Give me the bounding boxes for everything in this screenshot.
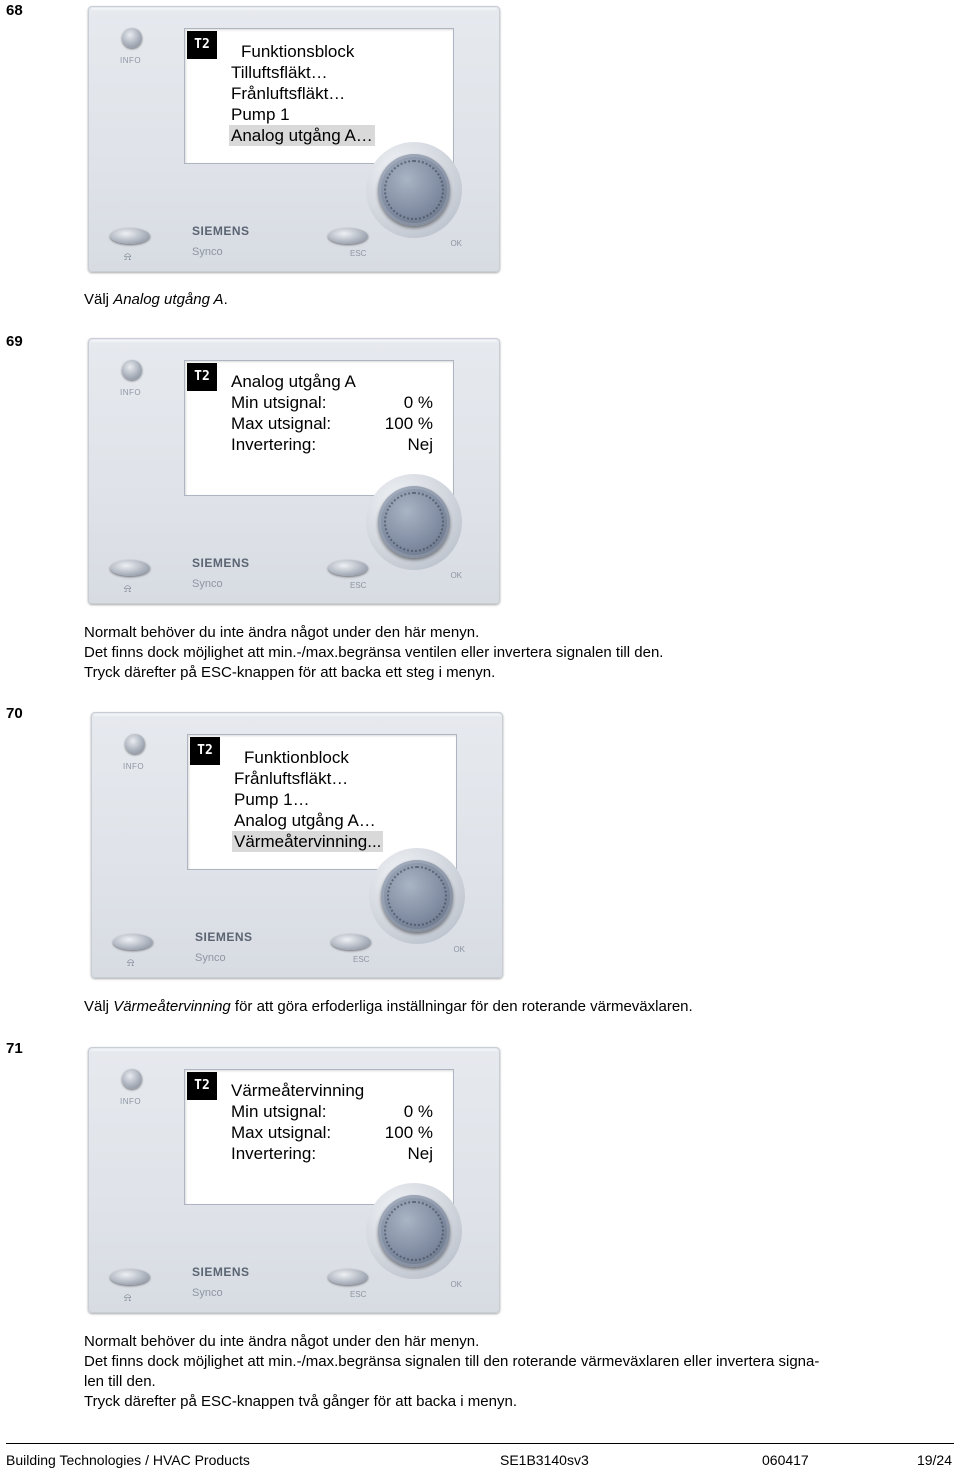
menu-item[interactable]: Pump 1… <box>234 790 310 809</box>
brand-logo: SIEMENS <box>195 930 253 944</box>
step-caption-line: Det finns dock möjlighet att min.-/max.begränsa ventilen eller invertera signalen till den. <box>84 644 664 661</box>
esc-button[interactable] <box>331 934 371 950</box>
step-number: 71 <box>6 1040 23 1057</box>
rotary-knob[interactable] <box>381 860 453 932</box>
esc-button[interactable] <box>328 228 368 244</box>
setting-label: Max utsignal: <box>231 414 332 433</box>
step-number: 69 <box>6 333 23 350</box>
alarm-button[interactable] <box>110 560 150 576</box>
step-number: 68 <box>6 2 23 19</box>
bell-icon: ⍾ <box>124 583 132 595</box>
product-name: Synco <box>192 578 223 590</box>
step-caption-line: len till den. <box>84 1373 156 1390</box>
step-caption: Välj Analog utgång A. <box>84 291 228 308</box>
step-caption-line: Det finns dock möjlighet att min.-/max.begränsa signalen till den roterande värmeväxlaren eller invertera signa- <box>84 1353 820 1370</box>
setting-label: Min utsignal: <box>231 393 327 412</box>
step-caption-line: Tryck därefter på ESC-knappen två gånger för att backa i menyn. <box>84 1393 517 1410</box>
info-label: INFO <box>120 1097 142 1106</box>
controller-device <box>88 1047 500 1313</box>
info-label: INFO <box>120 388 142 397</box>
footer-divider <box>6 1443 954 1444</box>
esc-button[interactable] <box>328 1269 368 1285</box>
alarm-button[interactable] <box>110 228 150 244</box>
service-level-icon: T2 <box>187 363 217 391</box>
setting-label: Invertering: <box>231 435 317 454</box>
footer-doc-id: SE1B3140sv3 <box>500 1452 589 1468</box>
controller-device <box>88 6 500 272</box>
setting-value[interactable]: 100 % <box>384 414 433 433</box>
menu-title: Funktionsblock <box>241 42 355 61</box>
rotary-knob[interactable] <box>378 1195 450 1267</box>
info-button[interactable] <box>122 1069 142 1089</box>
step-caption-line: Normalt behöver du inte ändra något under den här menyn. <box>84 1333 480 1350</box>
setting-value[interactable]: 0 % <box>403 1102 433 1121</box>
esc-button[interactable] <box>328 560 368 576</box>
esc-label: ESC <box>350 1290 367 1299</box>
menu-item[interactable]: Pump 1 <box>231 105 290 124</box>
info-button[interactable] <box>122 360 142 380</box>
step-caption: Välj Värmeåtervinning för att göra erfoderliga inställningar för den roterande värmeväxlaren. <box>84 998 693 1015</box>
step-caption-line: Tryck därefter på ESC-knappen för att backa ett steg i menyn. <box>84 664 496 681</box>
setting-value[interactable]: Nej <box>407 435 433 454</box>
controller-device <box>91 712 503 978</box>
screen-title: Analog utgång A <box>231 372 356 391</box>
alarm-button[interactable] <box>113 934 153 950</box>
footer-date: 060417 <box>762 1452 809 1468</box>
setting-label: Min utsignal: <box>231 1102 327 1121</box>
product-name: Synco <box>192 246 223 258</box>
bell-icon: ⍾ <box>127 957 135 969</box>
step-caption-line: Normalt behöver du inte ändra något under den här menyn. <box>84 624 480 641</box>
esc-label: ESC <box>350 581 367 590</box>
info-button[interactable] <box>125 734 145 754</box>
alarm-button[interactable] <box>110 1269 150 1285</box>
product-name: Synco <box>192 1287 223 1299</box>
service-level-icon: T2 <box>190 737 220 765</box>
setting-value[interactable]: 100 % <box>384 1123 433 1142</box>
menu-item-selected[interactable]: Värmeåtervinning... <box>234 832 382 851</box>
page-number: 19/24 <box>916 1452 952 1468</box>
service-level-icon: T2 <box>187 31 217 59</box>
rotary-knob[interactable] <box>378 486 450 558</box>
menu-title: Funktionblock <box>244 748 349 767</box>
footer-division: Building Technologies / HVAC Products <box>6 1452 250 1468</box>
setting-value[interactable]: 0 % <box>403 393 433 412</box>
brand-logo: SIEMENS <box>192 556 250 570</box>
product-name: Synco <box>195 952 226 964</box>
setting-label: Max utsignal: <box>231 1123 332 1142</box>
service-level-icon: T2 <box>187 1072 217 1100</box>
bell-icon: ⍾ <box>124 251 132 263</box>
bell-icon: ⍾ <box>124 1292 132 1304</box>
setting-value[interactable]: Nej <box>407 1144 433 1163</box>
ok-label: OK <box>450 1280 462 1289</box>
controller-device <box>88 338 500 604</box>
esc-label: ESC <box>353 955 370 964</box>
esc-label: ESC <box>350 249 367 258</box>
brand-logo: SIEMENS <box>192 1265 250 1279</box>
ok-label: OK <box>453 945 465 954</box>
info-button[interactable] <box>122 28 142 48</box>
ok-label: OK <box>450 239 462 248</box>
screen-title: Värmeåtervinning <box>231 1081 365 1100</box>
setting-label: Invertering: <box>231 1144 317 1163</box>
ok-label: OK <box>450 571 462 580</box>
brand-logo: SIEMENS <box>192 224 250 238</box>
menu-item[interactable]: Tilluftsfläkt… <box>231 63 328 82</box>
menu-item[interactable]: Frånluftsfläkt… <box>234 769 349 788</box>
menu-item-selected[interactable]: Analog utgång A… <box>231 126 373 145</box>
info-label: INFO <box>120 56 142 65</box>
info-label: INFO <box>123 762 145 771</box>
menu-item[interactable]: Frånluftsfläkt… <box>231 84 346 103</box>
step-number: 70 <box>6 705 23 722</box>
rotary-knob[interactable] <box>378 154 450 226</box>
menu-item[interactable]: Analog utgång A… <box>234 811 376 830</box>
